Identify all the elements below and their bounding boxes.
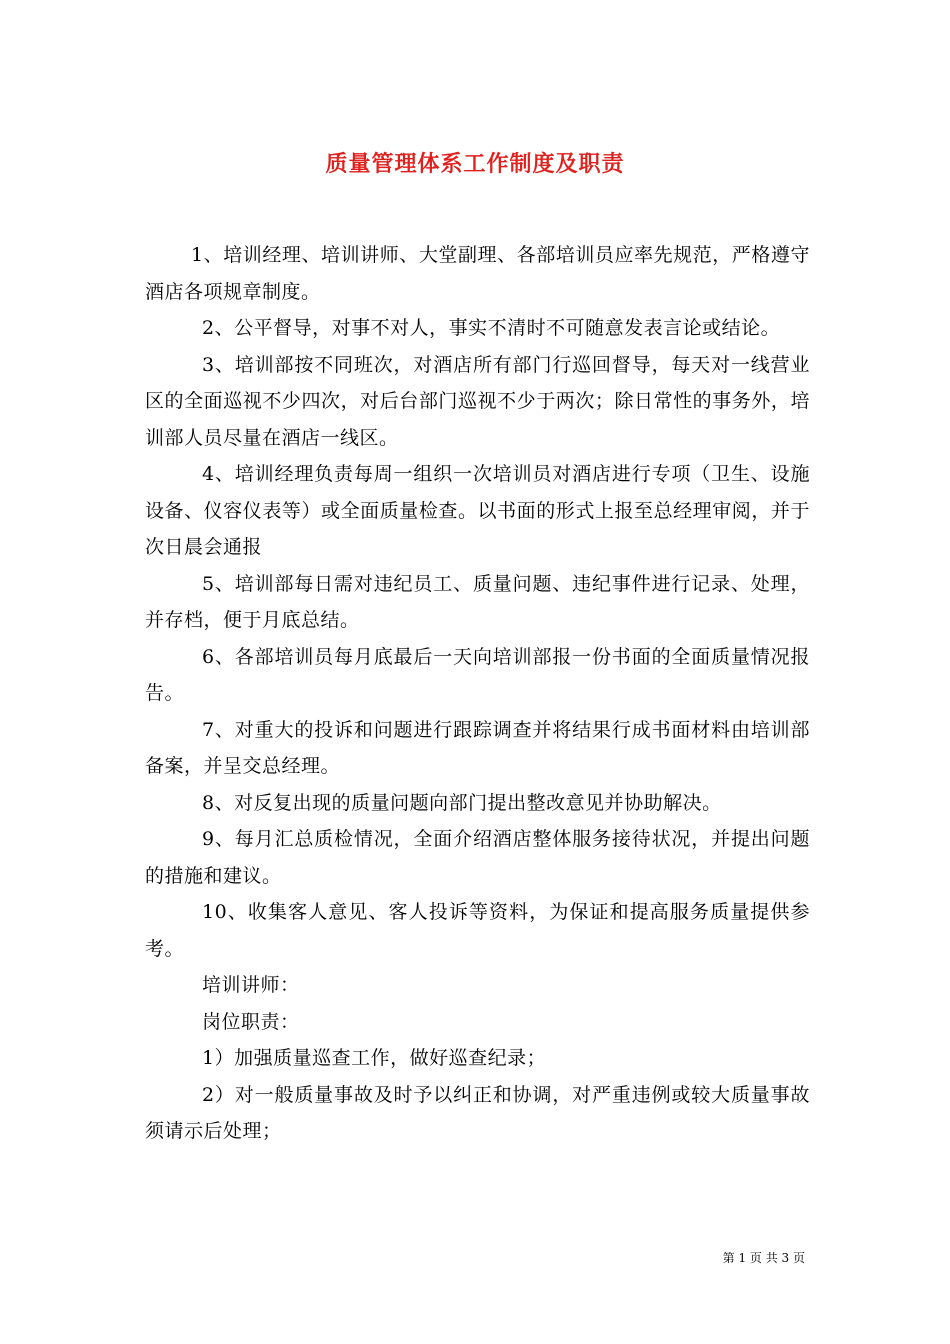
paragraph-3: 3、培训部按不同班次，对酒店所有部门行巡回督导，每天对一线营业区的全面巡视不少四次，对后台部门巡视不少于两次；除日常性的事务外，培训部人员尽量在酒店一线区。 [145,353,810,449]
paragraph-7: 7、对重大的投诉和问题进行跟踪调查并将结果行成书面材料由培训部备案，并呈交总经理。 [145,718,810,777]
section-heading-duties: 岗位职责： [202,1010,300,1033]
paragraph-5: 5、培训部每日需对违纪员工、质量问题、违纪事件进行记录、处理，并存档，便于月底总结。 [145,572,810,631]
duty-item-1: 1）加强质量巡查工作，做好巡查纪录； [202,1047,547,1069]
paragraph-10: 10、收集客人意见、客人投诉等资料，为保证和提高服务质量提供参考。 [145,901,810,960]
page-number-footer: 第 1 页 共 3 页 [722,1251,805,1265]
paragraph-8: 8、对反复出现的质量问题向部门提出整改意见并协助解决。 [202,791,722,814]
page-title: 质量管理体系工作制度及职责 [325,151,625,177]
document-body [145,237,810,1150]
paragraph-2: 2、公平督导，对事不对人，事实不清时不可随意发表言论或结论。 [202,317,781,339]
paragraph-4: 4、培训经理负责每周一组织一次培训员对酒店进行专项（卫生、设施设备、仪容仪表等）或全面质量检查。以书面的形式上报至总经理审阅，并于次日晨会通报 [145,463,810,558]
paragraph-9: 9、每月汇总质检情况，全面介绍酒店整体服务接待状况，并提出问题的措施和建议。 [145,828,810,887]
paragraph-6: 6、各部培训员每月底最后一天向培训部报一份书面的全面质量情况报告。 [145,645,810,704]
paragraph-1: 1、培训经理、培训讲师、大堂副理、各部培训员应率先规范，严格遵守酒店各项规章制度。 [145,244,810,303]
duty-item-2: 2）对一般质量事故及时予以纠正和协调，对严重违例或较大质量事故须请示后处理； [145,1083,810,1142]
section-heading-trainer: 培训讲师： [202,974,300,996]
